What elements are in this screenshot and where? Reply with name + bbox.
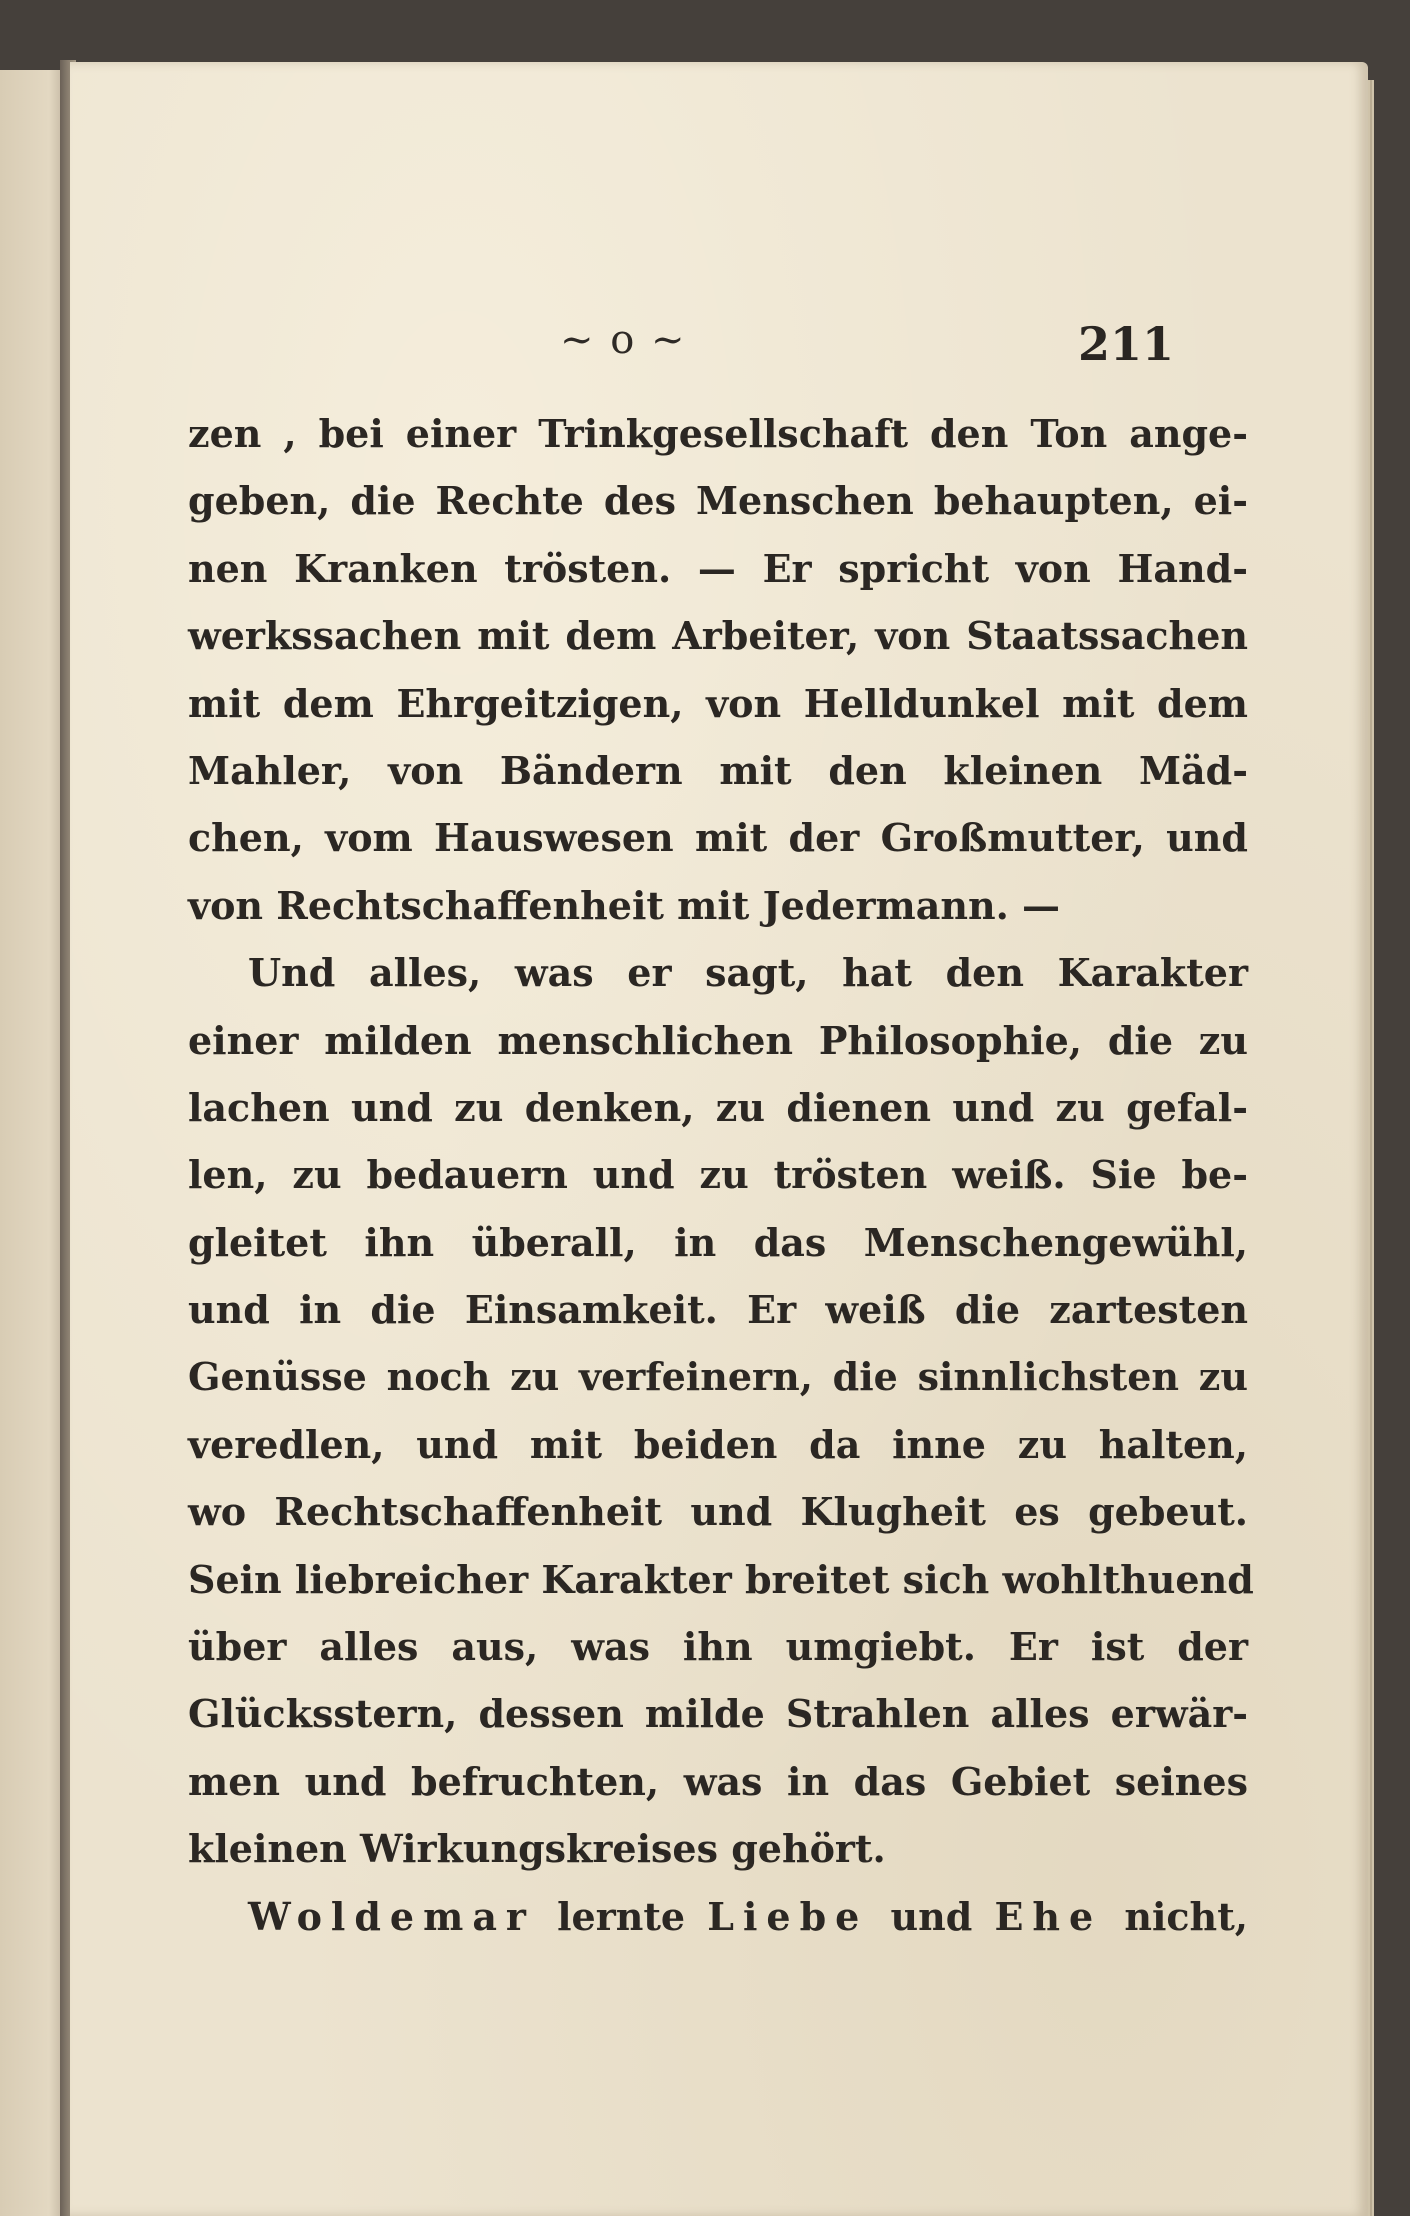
text-line: chen, vom Hauswesen mit der Großmutter, und [188,815,1248,861]
text-line: Glücksstern, dessen milde Strahlen alles erwär- [188,1691,1248,1737]
page-number: 211 [1078,317,1175,371]
word: und [890,1893,973,1939]
page-header [70,317,1368,377]
text-line: kleinen Wirkungskreises gehört. [188,1826,886,1872]
text-line: über alles aus, was ihn umgiebt. Er ist der [188,1624,1248,1670]
text-line: Mahler, von Bändern mit den kleinen Mäd- [188,747,1248,793]
word: nicht, [1124,1893,1248,1939]
text-line: nen Kranken trösten. — Er spricht von Hand- [188,545,1248,591]
emphasized-word: Liebe [707,1893,869,1939]
text-line: geben, die Rechte des Menschen behaupten, ei- [188,478,1248,524]
text-line: gleitet ihn überall, in das Menschengewühl, [188,1219,1248,1265]
text-line: len, zu bedauern und zu trösten weiß. Sie be- [188,1152,1248,1198]
text-line: werkssachen mit dem Arbeiter, von Staatssachen [188,613,1248,659]
emphasized-name: Woldemar [248,1893,535,1939]
text-line-final [188,1883,1248,1950]
emphasized-word: Ehe [994,1893,1103,1939]
text-line: und in die Einsamkeit. Er weiß die zartesten [188,1287,1248,1333]
text-line: veredlen, und mit beiden da inne zu halten, [188,1421,1248,1467]
text-line: Genüsse noch zu verfeinern, die sinnlichsten zu [188,1354,1248,1400]
text-line: einer milden menschlichen Philosophie, die zu [188,1017,1248,1063]
text-line: wo Rechtschaffenheit und Klugheit es gebeut. [188,1489,1248,1535]
text-line: mit dem Ehrgeitzigen, von Helldunkel mit dem [188,680,1248,726]
book-page [70,62,1368,2216]
body-text [188,400,1254,1950]
text-line: von Rechtschaffenheit mit Jedermann. — [188,882,1061,928]
word: lernte [557,1893,686,1939]
text-line: zen , bei einer Trinkgesellschaft den Ton ange- [188,411,1248,456]
text-line: men und befruchten, was in das Gebiet seines [188,1758,1248,1804]
text-line: lachen und zu denken, zu dienen und zu gefal- [188,1084,1248,1130]
header-ornament: ~ o ~ [560,317,687,363]
text-line: Sein liebreicher Karakter breitet sich wohlthuend [188,1556,1254,1602]
text-line: Und alles, was er sagt, hat den Karakter [248,950,1248,996]
